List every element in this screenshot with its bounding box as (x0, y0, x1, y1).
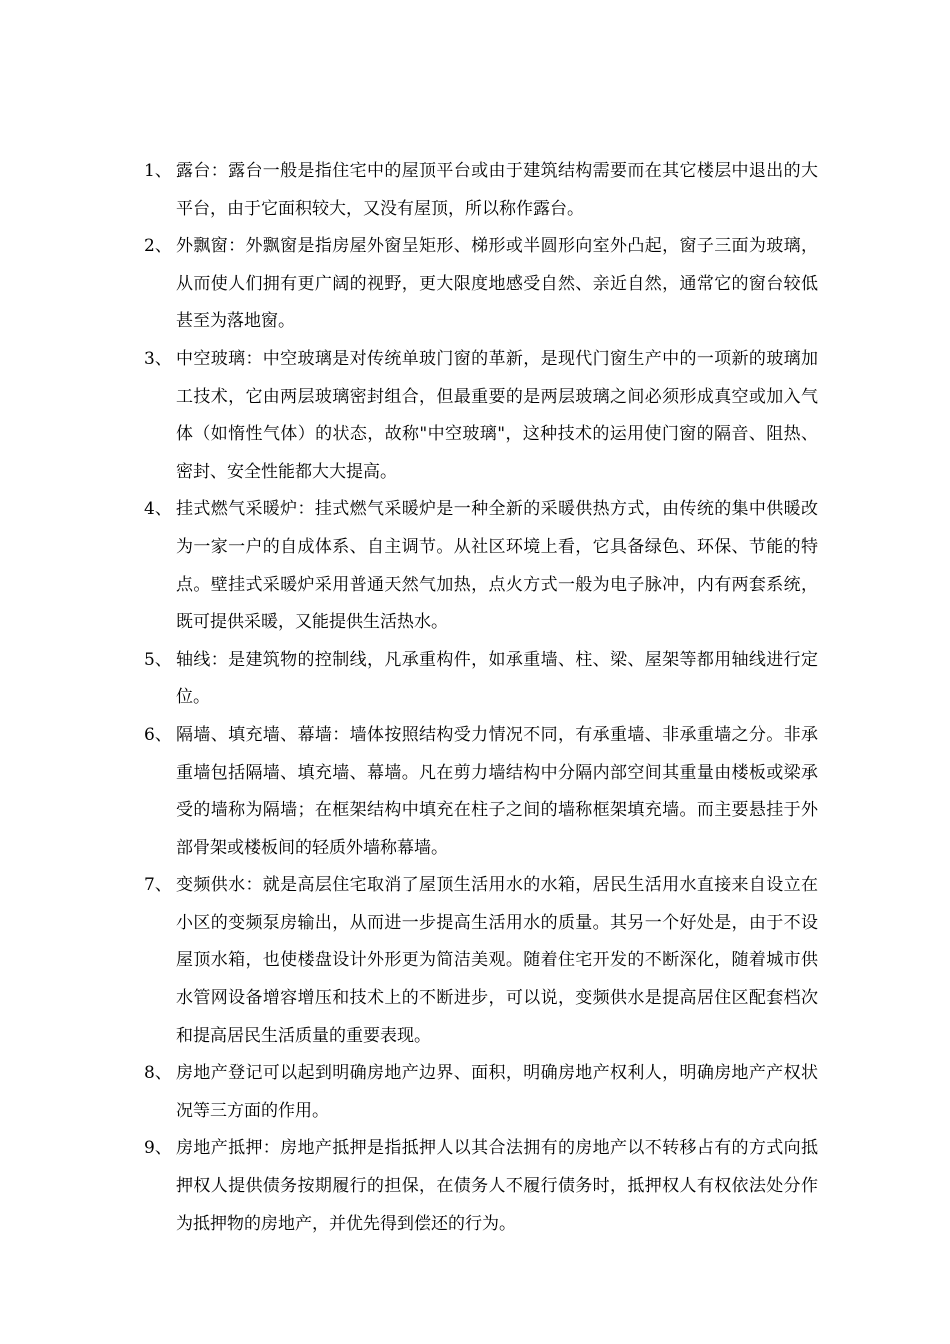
item-number: 4、 (144, 499, 172, 520)
item-text: 变频供水：就是高层住宅取消了屋顶生活用水的水箱，居民生活用水直接来自设立在小区的变频泵房输出，从而进一步提高生活用水的质量。其另一个好处是，由于不设屋顶水箱，也使楼盘设计外形更为简洁美观。随着住宅开发的不断深化，随着城市供水管网设备增容增压和技术上的不断进步，可以说，变频供水是提高居住区配套档次和提高居民生活质量的重要表现。 (176, 875, 818, 1046)
definition-list (144, 153, 818, 1243)
item-text: 隔墙、填充墙、幕墙：墙体按照结构受力情况不同，有承重墙、非承重墙之分。非承重墙包括隔墙、填充墙、幕墙。凡在剪力墙结构中分隔内部空间其重量由楼板或梁承受的墙称为隔墙；在框架结构中填充在柱子之间的墙称框架填充墙。而主要悬挂于外部骨架或楼板间的轻质外墙称幕墙。 (176, 724, 818, 858)
item-text: 中空玻璃：中空玻璃是对传统单玻门窗的革新，是现代门窗生产中的一项新的玻璃加工技术，它由两层玻璃密封组合，但最重要的是两层玻璃之间必须形成真空或加入气体（如惰性气体）的状态，故称"中空玻璃"，这种技术的运用使门窗的隔音、阻热、密封、安全性能都大大提高。 (176, 348, 818, 482)
list-item (144, 717, 818, 867)
item-text: 外飘窗：外飘窗是指房屋外窗呈矩形、梯形或半圆形向室外凸起，窗子三面为玻璃，从而使人们拥有更广阔的视野，更大限度地感受自然、亲近自然，通常它的窗台较低甚至为落地窗。 (176, 236, 818, 332)
item-number: 7、 (144, 875, 172, 896)
item-text: 房地产抵押：房地产抵押是指抵押人以其合法拥有的房地产以不转移占有的方式向抵押权人提供债务按期履行的担保，在债务人不履行债务时，抵押权人有权依法处分作为抵押物的房地产，并优先得到偿还的行为。 (176, 1138, 818, 1234)
item-text: 房地产登记可以起到明确房地产边界、面积，明确房地产权利人，明确房地产产权状况等三方面的作用。 (176, 1063, 818, 1121)
list-item (144, 228, 818, 341)
item-number: 2、 (144, 236, 172, 257)
item-text: 轴线：是建筑物的控制线，凡承重构件，如承重墙、柱、梁、屋架等都用轴线进行定位。 (176, 649, 818, 708)
list-item (144, 341, 818, 491)
list-item (144, 1130, 818, 1243)
item-number: 6、 (144, 724, 172, 745)
list-item (144, 867, 818, 1055)
list-item (144, 1055, 818, 1130)
list-item (144, 153, 818, 228)
list-item (144, 491, 818, 641)
item-number: 1、 (144, 161, 172, 181)
item-number: 9、 (144, 1138, 172, 1159)
item-text: 露台：露台一般是指住宅中的屋顶平台或由于建筑结构需要而在其它楼层中退出的大平台，由于它面积较大，又没有屋顶，所以称作露台。 (176, 161, 818, 219)
item-text: 挂式燃气采暖炉：挂式燃气采暖炉是一种全新的采暖供热方式，由传统的集中供暖改为一家一户的自成体系、自主调节。从社区环境上看，它具备绿色、环保、节能的特点。壁挂式采暖炉采用普通天然气加热，点火方式一般为电子脉冲，内有两套系统，既可提供采暖，又能提供生活热水。 (176, 499, 818, 633)
list-item (144, 642, 818, 717)
item-number: 3、 (144, 348, 172, 369)
item-number: 8、 (144, 1063, 172, 1084)
item-number: 5、 (144, 649, 172, 670)
